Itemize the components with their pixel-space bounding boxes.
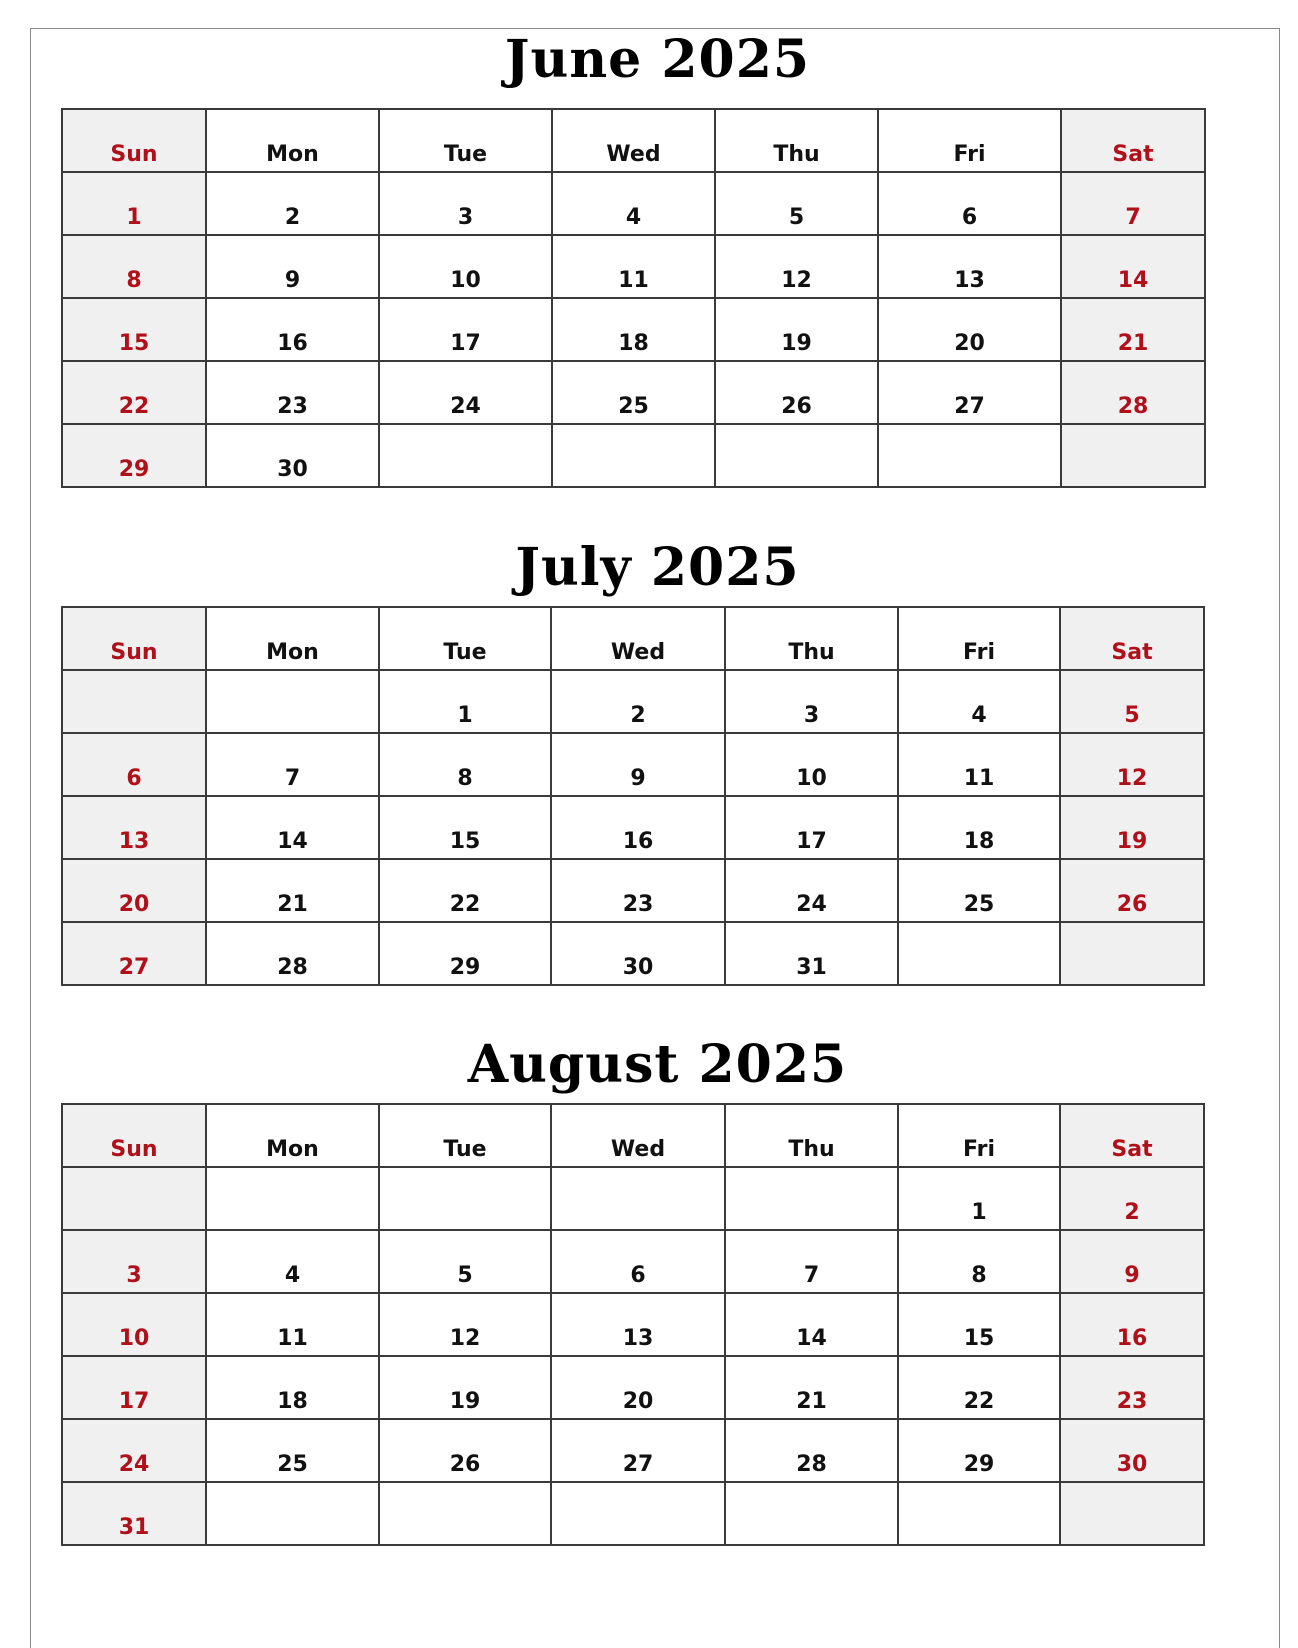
day-cell: 23 [206,361,379,424]
day-cell: 16 [1060,1293,1204,1356]
day-cell: 18 [898,796,1060,859]
empty-day-cell [715,424,878,487]
day-cell: 22 [62,361,206,424]
day-cell: 5 [379,1230,551,1293]
empty-day-cell [878,424,1061,487]
day-cell: 17 [62,1356,206,1419]
empty-day-cell [379,1482,551,1545]
day-cell: 15 [62,298,206,361]
day-cell: 6 [551,1230,725,1293]
day-cell: 6 [62,733,206,796]
empty-day-cell [62,670,206,733]
day-cell: 27 [551,1419,725,1482]
week-row [62,424,1205,487]
weekday-header-tue: Tue [379,1104,551,1167]
day-cell: 1 [898,1167,1060,1230]
day-cell: 25 [206,1419,379,1482]
weekday-header-wed: Wed [551,607,725,670]
day-cell: 11 [206,1293,379,1356]
empty-day-cell [1060,922,1204,985]
day-cell: 9 [206,235,379,298]
empty-day-cell [1061,424,1205,487]
day-cell: 10 [62,1293,206,1356]
week-row [62,922,1204,985]
empty-day-cell [206,670,379,733]
weekday-header-sun: Sun [62,109,206,172]
day-cell: 21 [725,1356,898,1419]
week-row [62,859,1204,922]
day-cell: 1 [62,172,206,235]
day-cell: 12 [715,235,878,298]
day-cell: 19 [715,298,878,361]
weekday-header-sat: Sat [1060,607,1204,670]
day-cell: 30 [1060,1419,1204,1482]
day-cell: 31 [62,1482,206,1545]
week-row [62,733,1204,796]
day-cell: 1 [379,670,551,733]
day-cell: 28 [725,1419,898,1482]
day-cell: 2 [551,670,725,733]
empty-day-cell [62,1167,206,1230]
day-cell: 21 [1061,298,1205,361]
day-cell: 7 [725,1230,898,1293]
weekday-header-row [62,607,1204,670]
day-cell: 17 [379,298,552,361]
day-cell: 28 [206,922,379,985]
weekday-header-sun: Sun [62,1104,206,1167]
day-cell: 29 [898,1419,1060,1482]
day-cell: 14 [206,796,379,859]
day-cell: 19 [1060,796,1204,859]
day-cell: 8 [898,1230,1060,1293]
day-cell: 12 [379,1293,551,1356]
day-cell: 13 [551,1293,725,1356]
day-cell: 24 [62,1419,206,1482]
empty-day-cell [898,1482,1060,1545]
day-cell: 16 [206,298,379,361]
weekday-header-mon: Mon [206,109,379,172]
week-row [62,235,1205,298]
weekday-header-tue: Tue [379,607,551,670]
day-cell: 16 [551,796,725,859]
day-cell: 3 [379,172,552,235]
day-cell: 23 [1060,1356,1204,1419]
day-cell: 30 [206,424,379,487]
weekday-header-row [62,1104,1204,1167]
day-cell: 29 [62,424,206,487]
day-cell: 6 [878,172,1061,235]
day-cell: 13 [62,796,206,859]
day-cell: 9 [1060,1230,1204,1293]
weekday-header-row [62,109,1205,172]
empty-day-cell [379,424,552,487]
weekday-header-mon: Mon [206,607,379,670]
day-cell: 18 [206,1356,379,1419]
day-cell: 20 [62,859,206,922]
weekday-header-mon: Mon [206,1104,379,1167]
day-cell: 10 [379,235,552,298]
day-cell: 20 [878,298,1061,361]
empty-day-cell [551,1482,725,1545]
weekday-header-wed: Wed [552,109,715,172]
weekday-header-thu: Thu [715,109,878,172]
empty-day-cell [552,424,715,487]
day-cell: 22 [379,859,551,922]
day-cell: 24 [725,859,898,922]
day-cell: 14 [725,1293,898,1356]
week-row [62,1356,1204,1419]
calendar-grid [61,606,1205,986]
day-cell: 26 [379,1419,551,1482]
weekday-header-wed: Wed [551,1104,725,1167]
empty-day-cell [206,1167,379,1230]
day-cell: 4 [898,670,1060,733]
day-cell: 23 [551,859,725,922]
day-cell: 5 [715,172,878,235]
week-row [62,1482,1204,1545]
day-cell: 26 [1060,859,1204,922]
day-cell: 8 [62,235,206,298]
weekday-header-thu: Thu [725,607,898,670]
day-cell: 3 [62,1230,206,1293]
day-cell: 11 [552,235,715,298]
weekday-header-fri: Fri [878,109,1061,172]
day-cell: 30 [551,922,725,985]
day-cell: 25 [898,859,1060,922]
day-cell: 21 [206,859,379,922]
day-cell: 13 [878,235,1061,298]
weekday-header-tue: Tue [379,109,552,172]
day-cell: 4 [552,172,715,235]
day-cell: 15 [379,796,551,859]
empty-day-cell [551,1167,725,1230]
day-cell: 4 [206,1230,379,1293]
day-cell: 29 [379,922,551,985]
month-title: August 2025 [467,1034,848,1095]
day-cell: 24 [379,361,552,424]
day-cell: 22 [898,1356,1060,1419]
weekday-header-fri: Fri [898,1104,1060,1167]
weekday-header-sat: Sat [1060,1104,1204,1167]
day-cell: 18 [552,298,715,361]
day-cell: 26 [715,361,878,424]
day-cell: 8 [379,733,551,796]
day-cell: 25 [552,361,715,424]
week-row [62,172,1205,235]
day-cell: 15 [898,1293,1060,1356]
week-row [62,1167,1204,1230]
day-cell: 20 [551,1356,725,1419]
calendar-grid [61,1103,1205,1546]
day-cell: 14 [1061,235,1205,298]
week-row [62,670,1204,733]
week-row [62,796,1204,859]
weekday-header-thu: Thu [725,1104,898,1167]
month-title: July 2025 [515,537,800,598]
day-cell: 28 [1061,361,1205,424]
week-row [62,1293,1204,1356]
day-cell: 27 [62,922,206,985]
day-cell: 5 [1060,670,1204,733]
day-cell: 11 [898,733,1060,796]
day-cell: 17 [725,796,898,859]
calendar-grid [61,108,1206,488]
empty-day-cell [206,1482,379,1545]
empty-day-cell [725,1167,898,1230]
day-cell: 12 [1060,733,1204,796]
weekday-header-fri: Fri [898,607,1060,670]
day-cell: 10 [725,733,898,796]
day-cell: 7 [1061,172,1205,235]
empty-day-cell [898,922,1060,985]
empty-day-cell [379,1167,551,1230]
day-cell: 7 [206,733,379,796]
weekday-header-sat: Sat [1061,109,1205,172]
empty-day-cell [1060,1482,1204,1545]
day-cell: 31 [725,922,898,985]
day-cell: 9 [551,733,725,796]
day-cell: 19 [379,1356,551,1419]
empty-day-cell [725,1482,898,1545]
month-title: June 2025 [504,29,811,90]
day-cell: 3 [725,670,898,733]
week-row [62,1230,1204,1293]
week-row [62,1419,1204,1482]
day-cell: 2 [1060,1167,1204,1230]
week-row [62,361,1205,424]
day-cell: 2 [206,172,379,235]
week-row [62,298,1205,361]
day-cell: 27 [878,361,1061,424]
weekday-header-sun: Sun [62,607,206,670]
